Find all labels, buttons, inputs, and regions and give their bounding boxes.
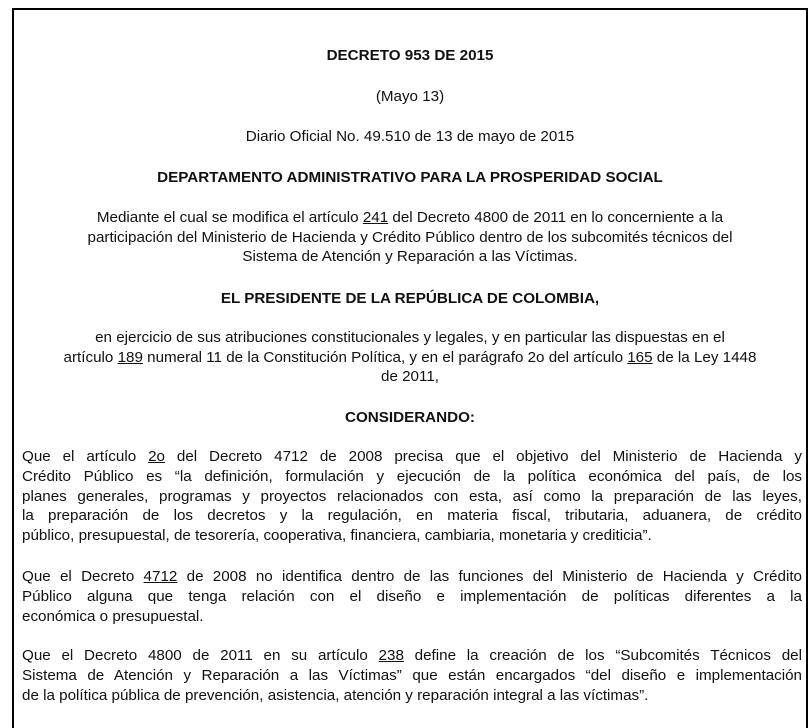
- decree-title: DECRETO 953 DE 2015: [326, 47, 494, 64]
- gazette-reference: Diario Oficial No. 49.510 de 13 de mayo de 2015: [245, 128, 575, 145]
- powers-statement: en ejercicio de sus atribuciones constitucionales y legales, y en particular las dispuestas en el artículo 189 numeral 11 de la Constitución Política, y en el parágrafo 2o del artículo 165 de la Ley 1448 de 2011,: [63, 329, 757, 385]
- link-article-165[interactable]: 165: [627, 348, 653, 366]
- link-article-238[interactable]: 238: [378, 647, 404, 664]
- paragraph-subcommittees: Que el Decreto 4800 de 2011 en su artículo 238 define la creación de los “Subcomités Técnicos del Sistema de Atención y Reparación a las Víctimas” que están encargados “del diseño e implementación de la política pública de prevención, asistencia, atención y reparación integral a las víctimas”.: [22, 647, 802, 704]
- link-decree-4712[interactable]: 4712: [143, 568, 178, 585]
- decree-date: (Mayo 13): [375, 88, 445, 105]
- department-heading: DEPARTAMENTO ADMINISTRATIVO PARA LA PROSPERIDAD SOCIAL: [157, 169, 663, 186]
- president-heading: EL PRESIDENTE DE LA REPÚBLICA DE COLOMBIA,: [220, 290, 600, 307]
- document-page: [12, 8, 808, 728]
- considering-heading: CONSIDERANDO:: [345, 409, 475, 426]
- decree-summary: Mediante el cual se modifica el artículo 241 del Decreto 4800 de 2011 en lo concerniente a la participación del Ministerio de Hacienda y Crédito Público dentro de los subcomités técnicos del Sistema de Atención y Reparación a las Víctimas.: [87, 209, 733, 265]
- paragraph-objective: Que el artículo 2o del Decreto 4712 de 2008 precisa que el objetivo del Ministerio de Hacienda y Crédito Público es “la definición, formulación y ejecución de la política económica del país, de los planes generales, programas y proyectos relacionados con esta, así como la preparación de las leyes, la preparación de los decretos y la regulación, en materia fiscal, tributaria, aduanera, de crédito público, presupuestal, de tesorería, cooperativa, financiera, cambiaria, monetaria y crediticia”.: [22, 448, 802, 545]
- link-article-2o[interactable]: 2o: [148, 448, 165, 465]
- link-article-189[interactable]: 189: [117, 348, 143, 366]
- link-article-241[interactable]: 241: [362, 209, 389, 226]
- paragraph-functions: Que el Decreto 4712 de 2008 no identifica dentro de las funciones del Ministerio de Hacienda y Crédito Público alguna que tenga relación con el diseño e implementación de políticas diferentes a la económica o presupuestal.: [22, 568, 802, 625]
